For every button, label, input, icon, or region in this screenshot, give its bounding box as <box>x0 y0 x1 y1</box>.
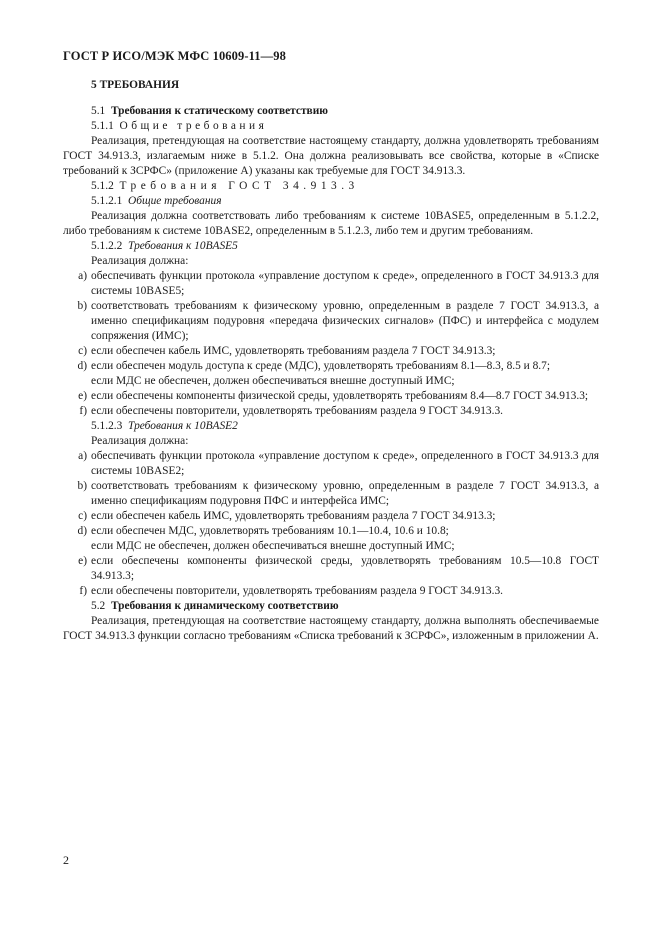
list-marker <box>63 539 91 554</box>
clause-5-1-2-1-text: Реализация должна соответствовать либо требованиям к системе 10BASE5, определенным в 5.1.2.2, либо требованиям к системе 10BASE2, определенным в 5.1.2.3, либо тем и другим требованиям. <box>63 210 599 237</box>
subsection-number: 5.2 <box>91 600 106 612</box>
list-marker: с) <box>78 345 87 357</box>
subsection-title: Требования к динамическому соответствию <box>110 600 339 612</box>
clause-title: Требования к 10BASE2 <box>128 420 238 432</box>
list-marker: f) <box>79 585 87 597</box>
list-marker <box>63 374 91 389</box>
clause-title: Общие требования <box>119 120 268 132</box>
list-marker: е) <box>78 390 87 402</box>
list-marker: а) <box>78 270 87 282</box>
page-header: ГОСТ Р ИСО/МЭК МФС 10609-11—98 <box>63 49 286 63</box>
list-marker: b) <box>77 480 87 492</box>
list-text: обеспечивать функции протокола «управление доступом к среде», определенного в ГОСТ 34.913.3 для системы 10BASE5; <box>91 270 599 297</box>
list-text: если обеспечены компоненты физической среды, удовлетворять требованиям 10.5—10.8 ГОСТ 34.913.3; <box>91 555 599 582</box>
list-marker: b) <box>77 300 87 312</box>
list-item <box>63 479 599 509</box>
list-text: соответствовать требованиям к физическому уровню, определенным в разделе 7 ГОСТ 34.913.3, а именно спецификациям подуровня «передача физических сигналов» (ПФС) и интерфейса с модулем сопряжения (ИМС); <box>91 300 599 342</box>
clause-number: 5.1.2.3 <box>91 420 123 432</box>
list-marker: е) <box>78 555 87 567</box>
subsection-number: 5.1 <box>91 105 106 117</box>
page-number: 2 <box>63 853 69 867</box>
list-text: если обеспечен кабель ИМС, удовлетворять требованиям раздела 7 ГОСТ 34.913.3; <box>91 510 496 522</box>
list-marker: d) <box>77 360 87 372</box>
list-text: если обеспечены компоненты физической среды, удовлетворять требованиям 8.4—8.7 ГОСТ 34.913.3; <box>91 390 589 402</box>
clause-number: 5.1.2.2 <box>91 240 123 252</box>
list-item <box>63 359 599 374</box>
list-text: обеспечивать функции протокола «управление доступом к среде», определенного в ГОСТ 34.913.3 для системы 10BASE2; <box>91 450 599 477</box>
list-marker: а) <box>78 450 87 462</box>
list-text: если обеспечены повторители, удовлетворять требованиям раздела 9 ГОСТ 34.913.3. <box>91 405 504 417</box>
subsection-5-1-heading <box>63 104 599 119</box>
subsection-title: Требования к статическому соответствию <box>110 105 328 117</box>
clause-5-1-1-heading <box>63 119 599 134</box>
clause-intro: Реализация должна: <box>91 435 189 447</box>
page-content <box>63 76 599 644</box>
list-item <box>63 344 599 359</box>
clause-title: Общие требования <box>128 195 222 207</box>
list-text: если обеспечен МДС, удовлетворять требованиям 10.1—10.4, 10.6 и 10.8; <box>91 525 449 537</box>
clause-5-1-2-heading <box>63 179 599 194</box>
list-item <box>63 449 599 479</box>
list-text: если МДС не обеспечен, должен обеспечиваться внешне доступный ИМС; <box>91 540 455 552</box>
list-item-continuation <box>63 374 599 389</box>
list-item <box>63 524 599 539</box>
clause-title: Требования к 10BASE5 <box>128 240 238 252</box>
list-item <box>63 299 599 344</box>
list-text: если обеспечен кабель ИМС, удовлетворять требованиям раздела 7 ГОСТ 34.913.3; <box>91 345 496 357</box>
section-title: ТРЕБОВАНИЯ <box>99 79 180 91</box>
list-item <box>63 269 599 299</box>
clause-5-1-2-1-heading <box>63 194 599 209</box>
list-item <box>63 584 599 599</box>
clause-title: Требования ГОСТ 34.913.3 <box>119 180 359 192</box>
clause-5-1-2-2-heading <box>63 239 599 254</box>
requirements-list-10base2 <box>63 449 599 599</box>
clause-intro: Реализация должна: <box>91 255 189 267</box>
clause-number: 5.1.2.1 <box>91 195 123 207</box>
list-item-continuation <box>63 539 599 554</box>
clause-5-1-2-3-heading <box>63 419 599 434</box>
list-marker: с) <box>78 510 87 522</box>
list-item <box>63 404 599 419</box>
subsection-5-2-text: Реализация, претендующая на соответствие настоящему стандарту, должна выполнять обеспечиваемые ГОСТ 34.913.3 функции согласно требованиям «Списка требований к ЗСРФС», изложенным в приложении А. <box>63 615 599 642</box>
section-number: 5 <box>91 79 97 91</box>
list-text: если обеспечены повторители, удовлетворять требованиям раздела 9 ГОСТ 34.913.3. <box>91 585 504 597</box>
subsection-5-2-heading <box>63 599 599 614</box>
clause-5-1-1-text: Реализация, претендующая на соответствие настоящему стандарту, должна удовлетворять требованиям ГОСТ 34.913.3, излагаемым ниже в 5.1.2. Она должна реализовывать все свойства, которые в «Списке требований к ЗСРФС» (приложение А) указаны как требуемые для ГОСТ 34.913.3. <box>63 135 599 177</box>
clause-number: 5.1.2 <box>91 180 114 192</box>
list-item <box>63 389 599 404</box>
list-marker: d) <box>77 525 87 537</box>
list-marker: f) <box>79 405 87 417</box>
list-text: если обеспечен модуль доступа к среде (МДС), удовлетворять требованиям 8.1—8.3, 8.5 и 8.7; <box>91 360 550 372</box>
clause-number: 5.1.1 <box>91 120 114 132</box>
requirements-list-10base5 <box>63 269 599 419</box>
list-item <box>63 509 599 524</box>
section-5-heading <box>63 78 599 93</box>
list-text: соответствовать требованиям к физическому уровню, определенным в разделе 7 ГОСТ 34.913.3, а именно спецификациям подуровня ПФС и интерфейса ИМС; <box>91 480 599 507</box>
list-item <box>63 554 599 584</box>
list-text: если МДС не обеспечен, должен обеспечиваться внешне доступный ИМС; <box>91 375 455 387</box>
